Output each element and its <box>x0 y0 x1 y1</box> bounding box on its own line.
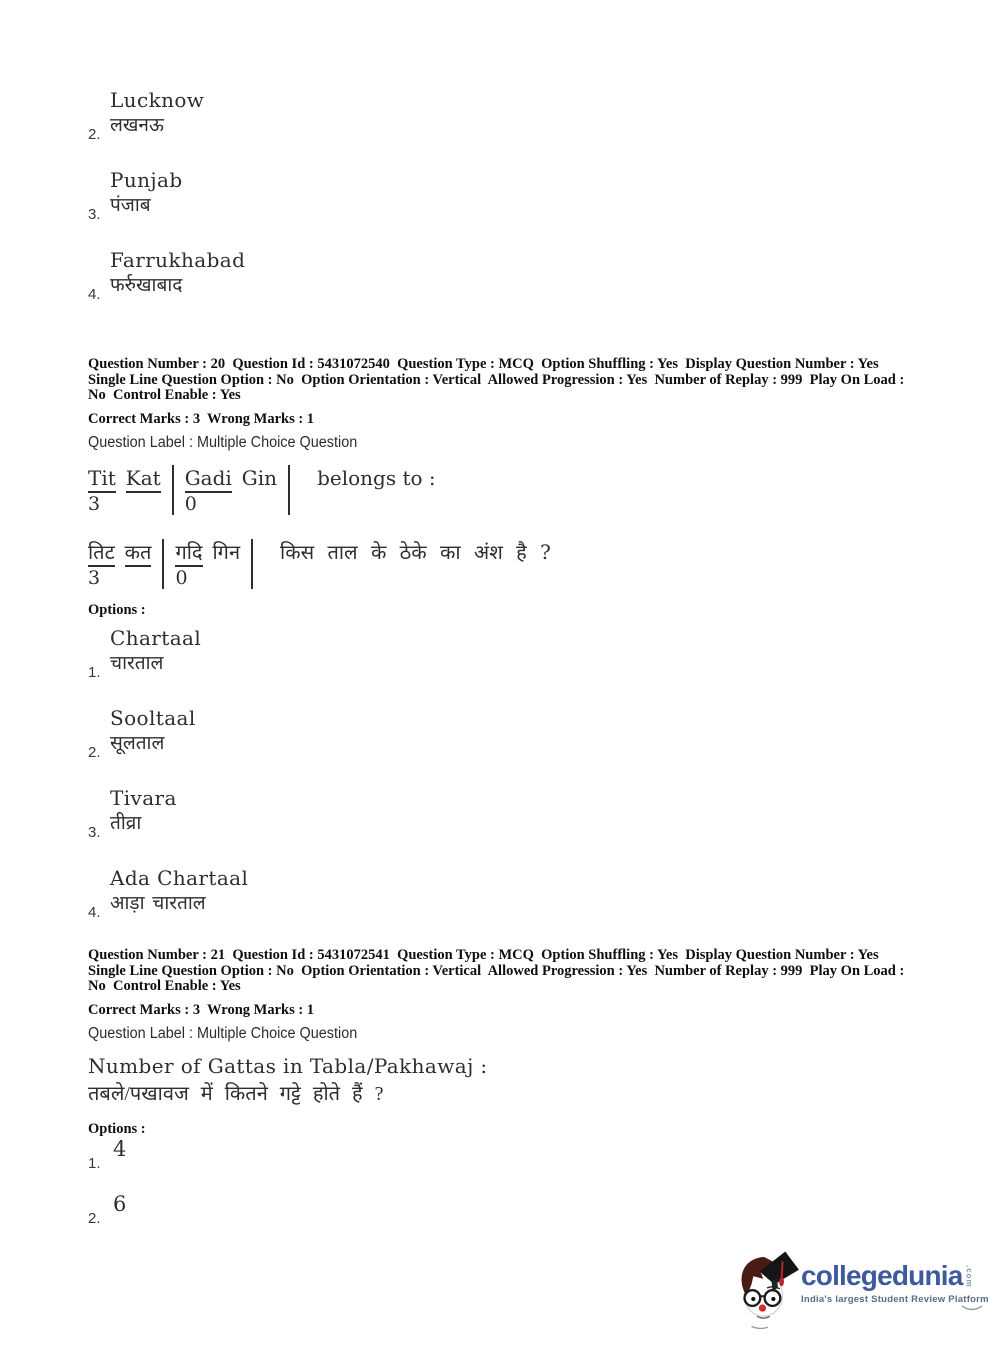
notation-word: Tit <box>88 466 116 493</box>
notation-word: गदि <box>175 540 202 567</box>
question-notation-english <box>88 465 948 515</box>
question-text-english: Number of Gattas in Tabla/Pakhawaj : <box>88 1053 488 1078</box>
option-label-english: Chartaal <box>110 625 202 650</box>
brand-text: collegedunia <box>801 1260 963 1291</box>
option-label-english: Sooltaal <box>110 705 196 730</box>
question-label-line: Question Label : Multiple Choice Question <box>88 1024 358 1042</box>
option-item <box>88 785 948 841</box>
option-item <box>88 88 245 143</box>
option-number: 1. <box>88 1154 101 1172</box>
option-label-hindi: फर्रुखाबाद <box>110 275 183 296</box>
option-value: 4 <box>113 1136 127 1161</box>
notation-question-text: belongs to : <box>317 465 436 490</box>
question-metadata <box>88 357 948 404</box>
option-label-english: Punjab <box>110 168 183 192</box>
question-text-hindi: तबले/पखावज में कितने गट्टे होते हैं ? <box>88 1082 384 1105</box>
option-label-english: Tivara <box>110 785 177 810</box>
option-number: 1. <box>88 663 101 681</box>
question-metadata <box>88 948 948 995</box>
logo-underline-swoosh-icon <box>961 1299 983 1317</box>
option-label-english: Ada Chartaal <box>110 865 249 890</box>
option-item <box>88 168 245 223</box>
option-number: 2. <box>88 1209 101 1227</box>
notation-divider-bar <box>162 539 164 589</box>
metadata-line: Question Number : 20 Question Id : 5431072540 Question Type : MCQ Option Shuffling : Yes Display Question Number : Yes <box>88 356 879 372</box>
metadata-line: No Control Enable : Yes <box>88 387 241 403</box>
option-item <box>88 1136 948 1172</box>
notation-subscript: 0 <box>175 566 188 589</box>
option-number: 3. <box>88 206 101 223</box>
notation-word: Gin <box>241 465 278 490</box>
options-heading: Options : <box>88 601 146 618</box>
question-label-line: Question Label : Multiple Choice Question <box>88 433 358 451</box>
notation-divider-bar <box>172 465 174 515</box>
option-label-hindi: चारताल <box>110 652 164 674</box>
option-label-hindi: लखनऊ <box>110 115 164 136</box>
options-list <box>88 1136 948 1227</box>
brand-tagline: India's largest Student Review Platform <box>801 1294 989 1305</box>
notation-question-text: किस ताल के ठेके का अंश है ? <box>280 539 551 564</box>
option-label-hindi: पंजाब <box>110 195 151 216</box>
marks-line: Correct Marks : 3 Wrong Marks : 1 <box>88 1001 315 1018</box>
option-item <box>88 1191 948 1227</box>
question-block-20 <box>88 357 948 946</box>
option-label-hindi: तीव्रा <box>110 812 142 834</box>
notation-subscript: 3 <box>88 566 101 589</box>
option-label-english: Lucknow <box>110 88 205 112</box>
previous-question-options-section <box>88 88 245 328</box>
notation-word: Gadi <box>185 466 232 493</box>
option-label-english: Farrukhabad <box>110 248 246 272</box>
marks-line: Correct Marks : 3 Wrong Marks : 1 <box>88 410 315 427</box>
question-notation-hindi <box>88 539 948 589</box>
collegedunia-mascot-icon <box>735 1246 799 1335</box>
option-item <box>88 625 948 681</box>
notation-subscript: 3 <box>88 492 101 515</box>
brand-tld: .com <box>964 1265 974 1288</box>
option-number: 2. <box>88 743 101 761</box>
metadata-line: Single Line Question Option : No Option Orientation : Vertical Allowed Progression : Yes Number of Replay : 999 Play On Load : <box>88 962 905 979</box>
notation-word: गिन <box>212 539 241 564</box>
option-item <box>88 248 246 303</box>
question-block-21 <box>88 948 948 1255</box>
metadata-line: Question Number : 21 Question Id : 5431072541 Question Type : MCQ Option Shuffling : Yes Display Question Number : Yes <box>88 947 879 963</box>
options-list <box>88 625 948 921</box>
option-item <box>88 705 948 761</box>
option-number: 3. <box>88 823 101 841</box>
option-number: 4. <box>88 903 101 921</box>
notation-divider-bar <box>251 539 253 589</box>
options-heading: Options : <box>88 1120 146 1137</box>
metadata-line: No Control Enable : Yes <box>88 978 241 994</box>
option-item <box>88 865 948 921</box>
collegedunia-logo <box>735 1246 989 1335</box>
option-number: 2. <box>88 126 101 143</box>
notation-word: तिट <box>88 540 115 567</box>
notation-word: Kat <box>126 466 161 493</box>
option-value: 6 <box>113 1191 127 1216</box>
notation-divider-bar <box>288 465 290 515</box>
notation-subscript: 0 <box>184 492 197 515</box>
option-label-hindi: आड़ा चारताल <box>110 892 206 914</box>
option-number: 4. <box>88 286 101 303</box>
option-label-hindi: सूलताल <box>110 732 165 754</box>
notation-word: कत <box>125 540 152 567</box>
metadata-line: Single Line Question Option : No Option Orientation : Vertical Allowed Progression : Yes Number of Replay : 999 Play On Load : <box>88 371 905 388</box>
